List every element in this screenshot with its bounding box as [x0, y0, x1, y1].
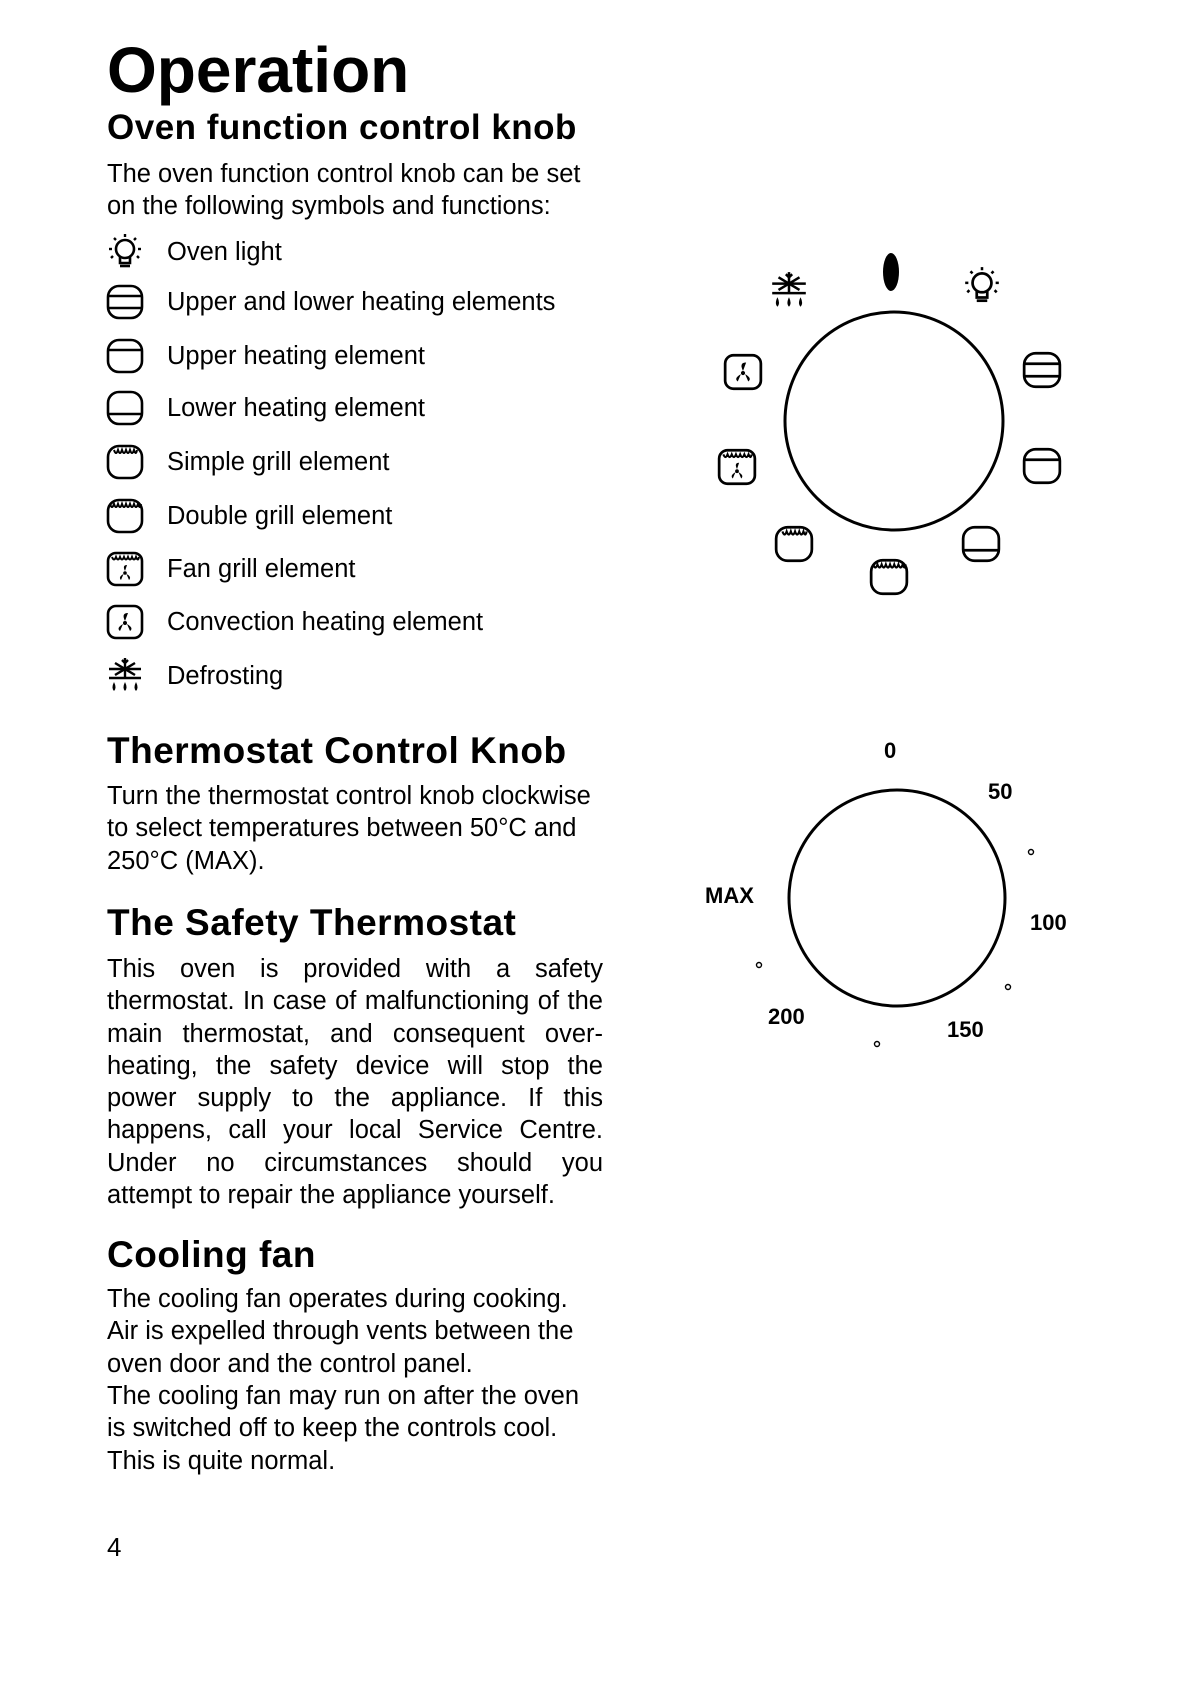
convection-icon	[105, 602, 145, 642]
cooling-body-1: The cooling fan operates during cooking. Air is expelled through vents between the oven door and the control panel.	[107, 1285, 574, 1378]
dial-tick	[875, 1042, 880, 1047]
function-label: Lower heating element	[167, 394, 426, 422]
function-label: Upper heating element	[167, 342, 426, 370]
function-label: Convection heating element	[167, 608, 484, 636]
thermostat-body: Turn the thermostat control knob clockwise to select temperatures between 50°C and 250°C (MAX).	[107, 782, 591, 875]
dial-label-0: 0	[884, 738, 897, 763]
oven-light-icon	[105, 232, 145, 272]
dial-double-grill-icon	[871, 560, 907, 594]
function-knob	[785, 312, 1003, 530]
function-label: Double grill element	[167, 502, 393, 530]
list-item	[105, 549, 625, 589]
list-item	[105, 602, 625, 642]
function-label: Simple grill element	[167, 448, 390, 476]
dial-tick	[1006, 985, 1011, 990]
list-item	[105, 282, 625, 322]
thermostat-knob	[789, 790, 1005, 1006]
dial-tick	[1029, 850, 1034, 855]
defrost-icon	[105, 656, 145, 696]
dial-label-150: 150	[947, 1017, 984, 1042]
dial-label-max: MAX	[705, 883, 754, 908]
function-label: Defrosting	[167, 662, 284, 690]
safety-body: This oven is provided with a safety thermostat. In case of malfunctioning of the main thermostat, and consequent over-heating, the safety device will stop the power supply to the appliance. If this happens, call your local Service Centre. Under no circumstances should you attempt to repair the appliance yourself.	[107, 955, 603, 1210]
dial-label-100: 100	[1030, 910, 1067, 935]
list-item	[105, 388, 625, 428]
cooling-body-2: The cooling fan may run on after the oven is switched off to keep the controls cool. This is quite normal.	[107, 1382, 580, 1475]
fan-grill-icon	[105, 549, 145, 589]
page-number: 4	[107, 1532, 122, 1562]
list-item	[105, 336, 625, 376]
safety-heading: The Safety Thermostat	[107, 902, 517, 943]
dial-simple-grill-icon	[776, 527, 812, 561]
upper-lower-heating-icon	[105, 282, 145, 322]
dial-upper-heating-icon	[1024, 449, 1060, 483]
double-grill-icon	[105, 496, 145, 536]
simple-grill-icon	[105, 442, 145, 482]
dial-tick	[757, 963, 762, 968]
function-knob-heading: Oven function control knob	[107, 108, 577, 147]
dial-upper-lower-heating-icon	[1024, 353, 1060, 387]
function-label: Oven light	[167, 238, 282, 266]
dial-defrost-icon	[772, 272, 806, 307]
lower-heating-icon	[105, 388, 145, 428]
function-knob-intro: The oven function control knob can be set on the following symbols and functions:	[107, 160, 581, 221]
upper-heating-icon	[105, 336, 145, 376]
thermostat-heading: Thermostat Control Knob	[107, 730, 567, 771]
knob-indicator-mark	[883, 253, 899, 291]
dial-convection-icon	[725, 355, 761, 389]
function-label: Upper and lower heating elements	[167, 288, 556, 316]
cooling-heading: Cooling fan	[107, 1234, 316, 1275]
page-title: Operation	[107, 34, 410, 106]
list-item	[105, 656, 625, 696]
list-item	[105, 232, 625, 272]
dial-fan-grill-icon	[719, 450, 755, 484]
dial-label-50: 50	[988, 779, 1013, 804]
dial-label-200: 200	[768, 1004, 805, 1029]
list-item	[105, 442, 625, 482]
list-item	[105, 496, 625, 536]
dial-oven-light-icon	[965, 267, 999, 301]
dial-lower-heating-icon	[963, 527, 999, 561]
function-label: Fan grill element	[167, 555, 356, 583]
